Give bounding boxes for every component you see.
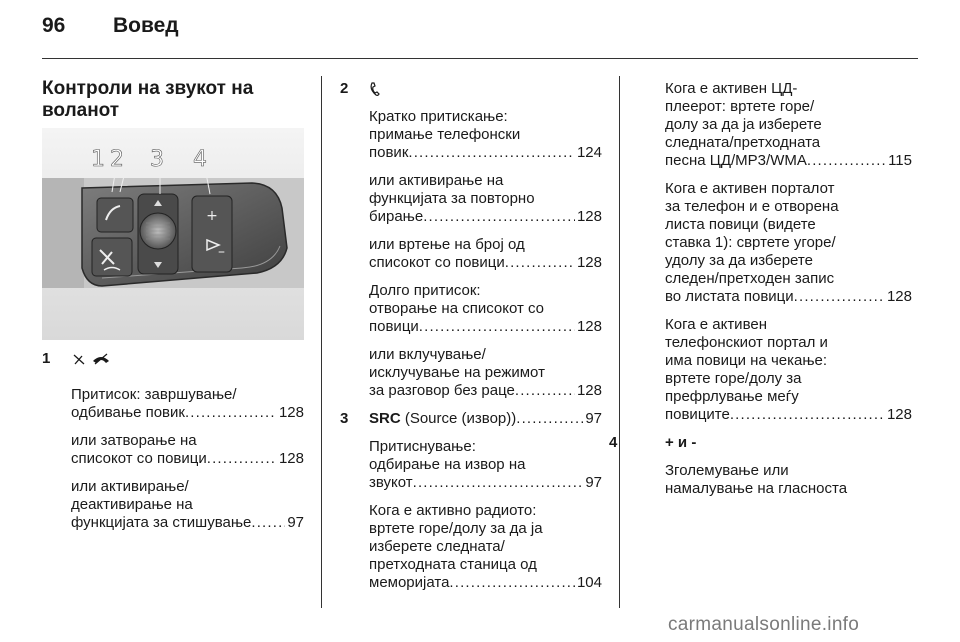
item-1-para-3: или активирање/ деактивирање на функцијата за стишување . . . 97 <box>71 478 304 532</box>
page-ref: 128 <box>576 318 602 335</box>
hang-up-icon <box>91 352 111 366</box>
item-number: 2 <box>340 80 349 97</box>
item-3 <box>340 410 602 592</box>
item-number: 4 <box>609 434 618 451</box>
callout-2: 2 <box>110 147 124 172</box>
item-1-para-2: или затворање на списокот со повици . . . 128 <box>71 432 304 468</box>
column-divider-2 <box>619 76 620 608</box>
item-2-para-1: Кратко притискање: примање телефонски повик . . . 124 <box>369 108 602 162</box>
item-2-para-4: Долго притисок: отворање на списокот со повици . . . 128 <box>369 282 602 336</box>
page-ref: 104 <box>576 574 602 591</box>
item-2 <box>340 80 602 400</box>
item-4-para-1: Зголемување или намалување на гласноста <box>665 462 848 497</box>
item-4 <box>609 434 912 498</box>
mute-icon <box>71 351 87 367</box>
callout-3: 3 <box>150 147 164 172</box>
section-heading: Контроли на звукот на воланот <box>42 78 254 121</box>
item-3-para-4: Кога е активен порталот за телефон и е отворена листа повици (видете ставка 1): свртете угоре/ удолу за да изберете следен/претходен запис во листата повици . . . 128 <box>665 180 912 306</box>
column-3 <box>609 80 912 508</box>
column-2 <box>340 80 602 602</box>
callout-1: 1 <box>91 147 105 172</box>
page-number: 96 <box>42 14 66 37</box>
page-ref: 97 <box>585 474 602 491</box>
page-ref: 97 <box>287 514 304 531</box>
page-ref: 128 <box>886 406 912 423</box>
header-rule <box>42 58 918 59</box>
item-3-para-2: Кога е активно радиото: вртете горе/долу за да ја изберете следната/ претходната станица од меморијата . . . 104 <box>369 502 602 592</box>
item-3-para-1: Притиснување: одбирање на извор на звукот . . . 97 <box>369 438 602 492</box>
svg-text:+: + <box>206 208 218 224</box>
item-2-para-5: или вклучување/ исклучување на режимот за разговор без раце . . . 128 <box>369 346 602 400</box>
item-4-label: + и - <box>665 434 697 451</box>
page-ref: 128 <box>576 382 602 399</box>
item-1 <box>42 350 304 532</box>
phone-icon <box>369 81 383 97</box>
item-1-icons <box>71 350 304 376</box>
watermark: carmanualsonline.info <box>668 614 860 635</box>
page-ref: 128 <box>576 208 602 225</box>
column-divider-1 <box>321 76 322 608</box>
page-ref: 115 <box>888 152 912 169</box>
item-3-para-5: Кога е активен телефонскиот портал и има повици на чекање: вртете горе/долу за префрлување меѓу повиците . . . 128 <box>665 316 912 424</box>
callout-4: 4 <box>193 147 207 172</box>
column-1 <box>42 350 304 542</box>
item-2-para-3: или вртење на број од списокот со повици . . . 128 <box>369 236 602 272</box>
item-3-label: SRC (Source (извор)) . . . 97 <box>369 410 602 428</box>
page-ref: 128 <box>278 404 304 421</box>
svg-text:–: – <box>218 244 225 260</box>
item-2-para-2: или активирање на функцијата за повторно бирање . . . 128 <box>369 172 602 226</box>
page-ref: 124 <box>576 144 602 161</box>
steering-controls-photo <box>42 128 304 340</box>
chapter-title: Вовед <box>113 14 179 37</box>
item-number: 1 <box>42 350 51 367</box>
page-ref: 128 <box>886 288 912 305</box>
item-3-para-3: Кога е активен ЦД- плеерот: вртете горе/ долу за да ја изберете следната/претходната песна ЦД/MP3/WMA . . . 115 <box>665 80 912 170</box>
item-number: 3 <box>340 410 349 427</box>
page-ref: 97 <box>585 410 602 427</box>
item-1-para-1: Притисок: завршување/ одбивање повик . . . 128 <box>71 386 304 422</box>
page-ref: 128 <box>576 254 602 271</box>
page-ref: 128 <box>278 450 304 467</box>
